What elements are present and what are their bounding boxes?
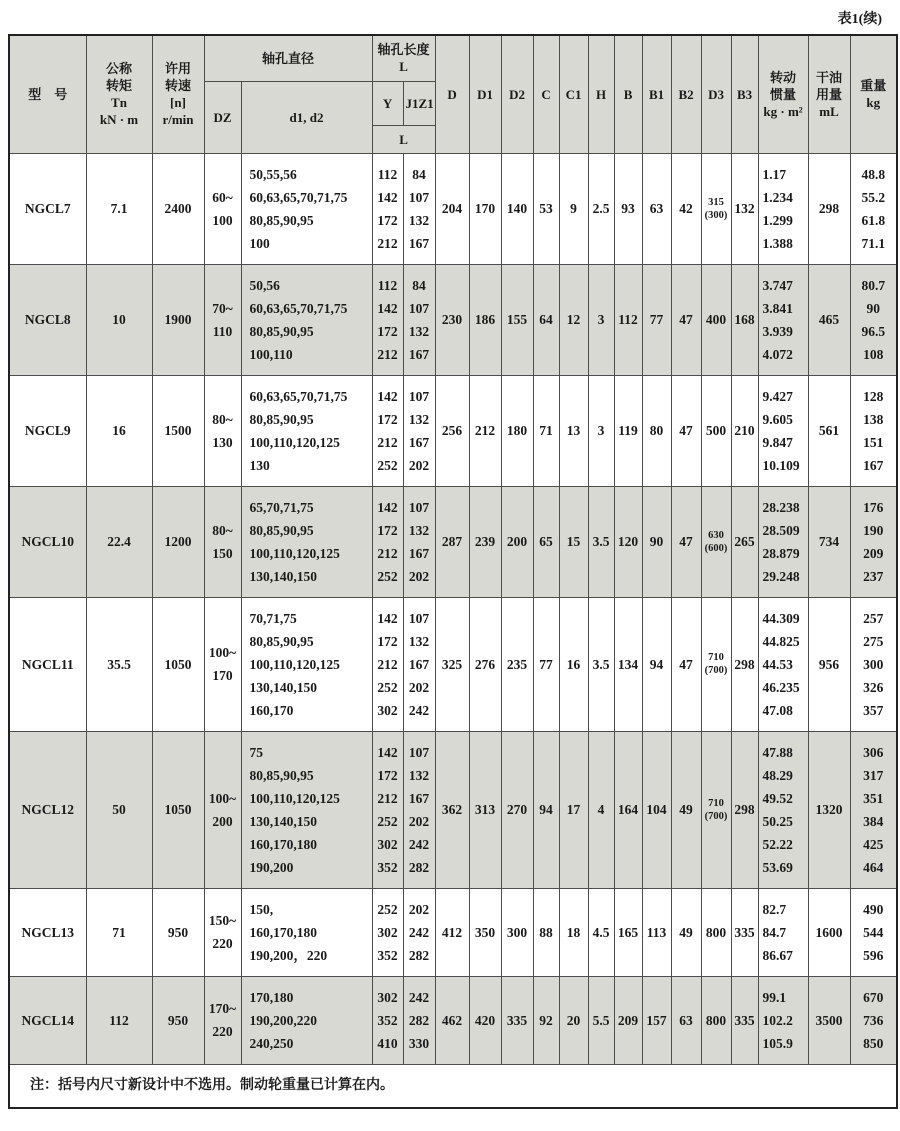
cell-inertia: 3.747 3.841 3.939 4.072 [758,264,808,375]
cell-b3: 265 [731,486,758,597]
cell-oil: 734 [808,486,850,597]
cell-c: 64 [533,264,559,375]
cell-oil: 561 [808,375,850,486]
cell-d2: 180 [501,375,533,486]
cell-b: 134 [614,597,642,731]
cell-weight: 490 544 596 [850,888,897,976]
cell-d2: 300 [501,888,533,976]
cell-d1: 239 [469,486,501,597]
cell-torque: 10 [86,264,152,375]
table-row [9,375,897,486]
header-bore-length: 轴孔长度 L [372,35,435,81]
cell-d1: 276 [469,597,501,731]
cell-j1z1: 84 107 132 167 [403,264,435,375]
table-row [9,264,897,375]
cell-b2: 42 [671,153,701,264]
cell-dz: 100~ 200 [204,731,241,888]
cell-torque: 16 [86,375,152,486]
cell-b2: 47 [671,597,701,731]
cell-b2: 49 [671,888,701,976]
header-torque: 公称 转矩 Tn kN · m [86,35,152,153]
cell-weight: 257 275 300 326 357 [850,597,897,731]
cell-model: NGCL7 [9,153,86,264]
cell-b: 209 [614,976,642,1064]
cell-d2: 155 [501,264,533,375]
cell-model: NGCL13 [9,888,86,976]
cell-d1d2: 60,63,65,70,71,75 80,85,90,95 100,110,120,125 130 [241,375,372,486]
header-inertia: 转动 惯量 kg · m² [758,35,808,153]
cell-y: 302 352 410 [372,976,403,1064]
cell-torque: 112 [86,976,152,1064]
cell-b: 165 [614,888,642,976]
cell-y: 112 142 172 212 [372,153,403,264]
cell-b1: 113 [642,888,671,976]
cell-h: 4.5 [588,888,614,976]
cell-torque: 35.5 [86,597,152,731]
cell-b: 164 [614,731,642,888]
cell-oil: 3500 [808,976,850,1064]
cell-b3: 335 [731,976,758,1064]
cell-c1: 13 [559,375,588,486]
header-dim-b: B [614,35,642,153]
table-row [9,888,897,976]
cell-b1: 157 [642,976,671,1064]
cell-j1z1: 107 132 167 202 242 [403,597,435,731]
cell-weight: 176 190 209 237 [850,486,897,597]
header-dim-b2: B2 [671,35,701,153]
cell-b2: 63 [671,976,701,1064]
cell-b1: 104 [642,731,671,888]
cell-weight: 670 736 850 [850,976,897,1064]
cell-b3: 210 [731,375,758,486]
cell-inertia: 82.7 84.7 86.67 [758,888,808,976]
cell-speed: 950 [152,888,204,976]
header-dim-d2: D2 [501,35,533,153]
cell-dz: 80~ 150 [204,486,241,597]
cell-speed: 950 [152,976,204,1064]
cell-dz: 70~ 110 [204,264,241,375]
table-row [9,597,897,731]
cell-d3: 800 [701,976,731,1064]
cell-y: 142 172 212 252 302 352 [372,731,403,888]
cell-speed: 1050 [152,597,204,731]
cell-d: 287 [435,486,469,597]
cell-inertia: 47.88 48.29 49.52 50.25 52.22 53.69 [758,731,808,888]
cell-torque: 22.4 [86,486,152,597]
cell-j1z1: 202 242 282 [403,888,435,976]
cell-d1: 212 [469,375,501,486]
cell-c: 88 [533,888,559,976]
cell-torque: 7.1 [86,153,152,264]
cell-model: NGCL12 [9,731,86,888]
cell-torque: 71 [86,888,152,976]
cell-d2: 140 [501,153,533,264]
cell-y: 112 142 172 212 [372,264,403,375]
cell-j1z1: 107 132 167 202 [403,486,435,597]
spec-table [8,34,898,1109]
cell-b: 112 [614,264,642,375]
cell-d1: 313 [469,731,501,888]
header-speed: 许用 转速 [n] r/min [152,35,204,153]
cell-speed: 1900 [152,264,204,375]
cell-c: 53 [533,153,559,264]
header-oil: 干油 用量 mL [808,35,850,153]
cell-d3: 315 (300) [701,153,731,264]
table-row [9,486,897,597]
cell-b1: 63 [642,153,671,264]
cell-h: 3 [588,375,614,486]
cell-oil: 1600 [808,888,850,976]
cell-h: 5.5 [588,976,614,1064]
cell-c1: 20 [559,976,588,1064]
table-row [9,731,897,888]
cell-d3: 400 [701,264,731,375]
cell-d1d2: 70,71,75 80,85,90,95 100,110,120,125 130,140,150 160,170 [241,597,372,731]
cell-c1: 18 [559,888,588,976]
cell-c: 71 [533,375,559,486]
cell-b2: 47 [671,264,701,375]
cell-b1: 90 [642,486,671,597]
cell-d1d2: 170,180 190,200,220 240,250 [241,976,372,1064]
cell-dz: 60~ 100 [204,153,241,264]
cell-model: NGCL11 [9,597,86,731]
header-d1d2: d1, d2 [241,81,372,153]
cell-c1: 9 [559,153,588,264]
cell-d1d2: 65,70,71,75 80,85,90,95 100,110,120,125 130,140,150 [241,486,372,597]
cell-d1: 350 [469,888,501,976]
cell-h: 3.5 [588,597,614,731]
cell-b3: 335 [731,888,758,976]
cell-speed: 2400 [152,153,204,264]
cell-y: 142 172 212 252 [372,375,403,486]
cell-d2: 270 [501,731,533,888]
cell-d: 412 [435,888,469,976]
cell-speed: 1050 [152,731,204,888]
header-model: 型 号 [9,35,86,153]
header-j1z1: J1Z1 [403,81,435,125]
cell-c1: 17 [559,731,588,888]
cell-b3: 132 [731,153,758,264]
cell-c: 65 [533,486,559,597]
cell-h: 4 [588,731,614,888]
cell-b: 120 [614,486,642,597]
cell-b1: 94 [642,597,671,731]
cell-c1: 15 [559,486,588,597]
cell-c: 92 [533,976,559,1064]
cell-inertia: 28.238 28.509 28.879 29.248 [758,486,808,597]
table-header [9,35,897,153]
cell-h: 2.5 [588,153,614,264]
cell-oil: 956 [808,597,850,731]
header-weight: 重量 kg [850,35,897,153]
header-bore-diameter: 轴孔直径 [204,35,372,81]
header-dim-d1: D1 [469,35,501,153]
cell-b3: 298 [731,731,758,888]
cell-j1z1: 107 132 167 202 242 282 [403,731,435,888]
cell-j1z1: 242 282 330 [403,976,435,1064]
cell-y: 252 302 352 [372,888,403,976]
cell-model: NGCL14 [9,976,86,1064]
cell-b2: 49 [671,731,701,888]
cell-inertia: 44.309 44.825 44.53 46.235 47.08 [758,597,808,731]
cell-b: 93 [614,153,642,264]
cell-d: 462 [435,976,469,1064]
header-dim-d3: D3 [701,35,731,153]
cell-b3: 168 [731,264,758,375]
cell-d1d2: 50,55,56 60,63,65,70,71,75 80,85,90,95 100 [241,153,372,264]
table-footer [9,1064,897,1108]
header-dim-c: C [533,35,559,153]
header-dim-c1: C1 [559,35,588,153]
table-note: 注：括号内尺寸新设计中不选用。制动轮重量已计算在内。 [9,1064,897,1108]
header-dim-b1: B1 [642,35,671,153]
cell-b2: 47 [671,486,701,597]
cell-d3: 710 (700) [701,597,731,731]
cell-inertia: 99.1 102.2 105.9 [758,976,808,1064]
cell-d3: 630 (600) [701,486,731,597]
cell-y: 142 172 212 252 [372,486,403,597]
cell-weight: 306 317 351 384 425 464 [850,731,897,888]
cell-model: NGCL10 [9,486,86,597]
cell-d1d2: 150, 160,170,180 190,200，220 [241,888,372,976]
header-dim-d: D [435,35,469,153]
cell-d: 325 [435,597,469,731]
table-body [9,153,897,1064]
cell-d: 256 [435,375,469,486]
cell-d1: 420 [469,976,501,1064]
cell-speed: 1500 [152,375,204,486]
cell-d1d2: 75 80,85,90,95 100,110,120,125 130,140,150 160,170,180 190,200 [241,731,372,888]
cell-y: 142 172 212 252 302 [372,597,403,731]
header-dim-h: H [588,35,614,153]
cell-b: 119 [614,375,642,486]
cell-model: NGCL9 [9,375,86,486]
cell-j1z1: 107 132 167 202 [403,375,435,486]
cell-dz: 80~ 130 [204,375,241,486]
cell-d1: 170 [469,153,501,264]
cell-d2: 335 [501,976,533,1064]
table-row [9,976,897,1064]
cell-h: 3 [588,264,614,375]
cell-inertia: 1.17 1.234 1.299 1.388 [758,153,808,264]
cell-b1: 80 [642,375,671,486]
cell-b2: 47 [671,375,701,486]
cell-c1: 12 [559,264,588,375]
table-continuation-title: 表1(续) [837,12,882,27]
cell-oil: 298 [808,153,850,264]
cell-weight: 48.8 55.2 61.8 71.1 [850,153,897,264]
cell-c: 94 [533,731,559,888]
cell-b1: 77 [642,264,671,375]
header-dz: DZ [204,81,241,153]
cell-speed: 1200 [152,486,204,597]
cell-d: 362 [435,731,469,888]
cell-d3: 500 [701,375,731,486]
cell-torque: 50 [86,731,152,888]
cell-j1z1: 84 107 132 167 [403,153,435,264]
cell-h: 3.5 [588,486,614,597]
table-row [9,153,897,264]
cell-d: 204 [435,153,469,264]
cell-d: 230 [435,264,469,375]
cell-c: 77 [533,597,559,731]
cell-b3: 298 [731,597,758,731]
cell-inertia: 9.427 9.605 9.847 10.109 [758,375,808,486]
cell-weight: 128 138 151 167 [850,375,897,486]
cell-d3: 710 (700) [701,731,731,888]
cell-oil: 465 [808,264,850,375]
cell-model: NGCL8 [9,264,86,375]
cell-weight: 80.7 90 96.5 108 [850,264,897,375]
cell-d2: 235 [501,597,533,731]
cell-dz: 150~ 220 [204,888,241,976]
cell-d3: 800 [701,888,731,976]
cell-dz: 170~ 220 [204,976,241,1064]
header-y: Y [372,81,403,125]
cell-d1d2: 50,56 60,63,65,70,71,75 80,85,90,95 100,110 [241,264,372,375]
cell-d2: 200 [501,486,533,597]
header-dim-b3: B3 [731,35,758,153]
cell-oil: 1320 [808,731,850,888]
header-l: L [372,125,435,153]
cell-dz: 100~ 170 [204,597,241,731]
cell-d1: 186 [469,264,501,375]
cell-c1: 16 [559,597,588,731]
